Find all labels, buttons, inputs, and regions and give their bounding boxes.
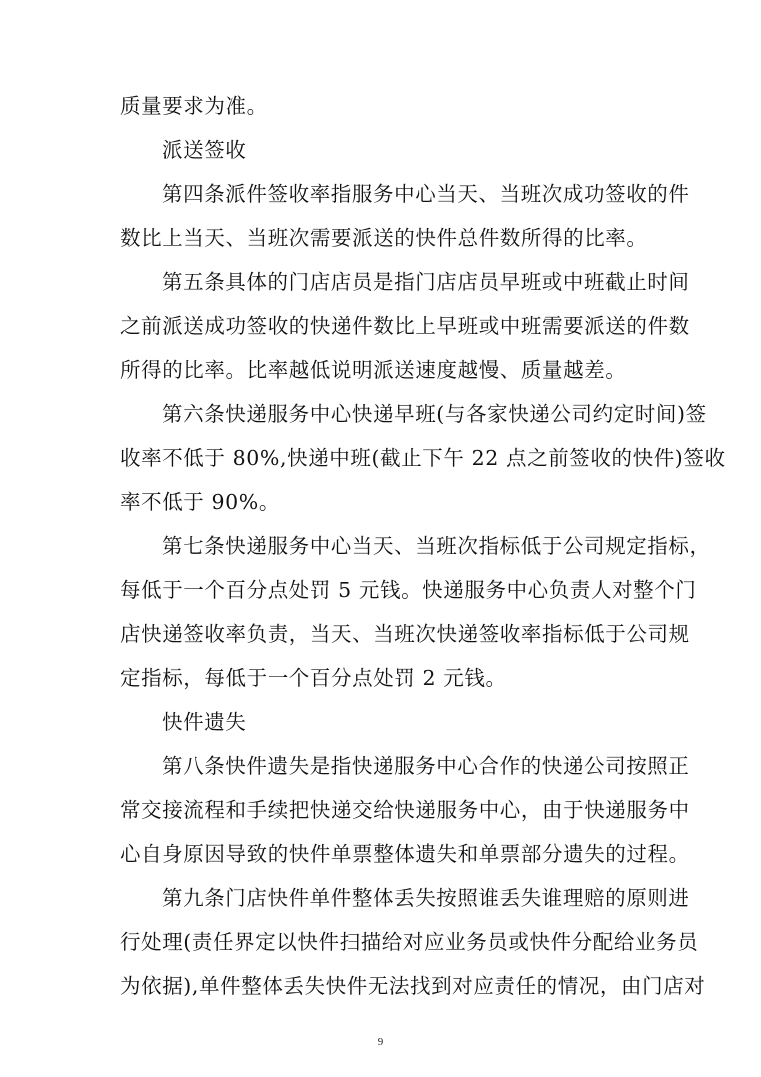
- article-7-line-1: 第七条快递服务中心当天、当班次指标低于公司规定指标，: [162, 534, 711, 558]
- article-7-line-2: 每低于一个百分点处罚 5 元钱。快递服务中心负责人对整个门: [120, 578, 697, 602]
- article-8-line-2: 常交接流程和手续把快递交给快递服务中心，由于快递服务中: [120, 798, 690, 822]
- article-9-line-3: 为依据),单件整体丢失快件无法找到对应责任的情况，由门店对: [120, 974, 706, 998]
- article-4-line-2: 数比上当天、当班次需要派送的快件总件数所得的比率。: [120, 226, 648, 250]
- article-8-line-1: 第八条快件遗失是指快递服务中心合作的快递公司按照正: [162, 754, 690, 778]
- section-heading-delivery-signoff: 派送签收: [162, 138, 247, 162]
- article-6-line-3: 率不低于 90%。: [120, 490, 280, 514]
- article-5-line-1: 第五条具体的门店店员是指门店店员早班或中班截止时间: [162, 270, 690, 294]
- article-4-line-1: 第四条派件签收率指服务中心当天、当班次成功签收的件: [162, 182, 690, 206]
- document-page: [120, 84, 726, 1008]
- page-number: 9: [377, 1036, 384, 1048]
- article-9-line-1: 第九条门店快件单件整体丢失按照谁丢失谁理赔的原则进: [162, 886, 690, 910]
- article-6-line-1: 第六条快递服务中心快递早班(与各家快递公司约定时间)签: [162, 402, 707, 426]
- text-line-continuation: 质量要求为准。: [120, 94, 268, 118]
- article-6-line-2: 收率不低于 80%,快递中班(截止下午 22 点之前签收的快件)签收: [120, 446, 726, 470]
- article-8-line-3: 心自身原因导致的快件单票整体遗失和单票部分遗失的过程。: [120, 842, 690, 866]
- section-heading-lost-parcels: 快件遗失: [162, 710, 247, 734]
- article-9-line-2: 行处理(责任界定以快件扫描给对应业务员或快件分配给业务员: [120, 930, 699, 954]
- article-7-line-3: 店快递签收率负责，当天、当班次快递签收率指标低于公司规: [120, 622, 690, 646]
- article-7-line-4: 定指标，每低于一个百分点处罚 2 元钱。: [120, 666, 507, 690]
- article-5-line-3: 所得的比率。比率越低说明派送速度越慢、质量越差。: [120, 358, 627, 382]
- article-5-line-2: 之前派送成功签收的快递件数比上早班或中班需要派送的件数: [120, 314, 690, 338]
